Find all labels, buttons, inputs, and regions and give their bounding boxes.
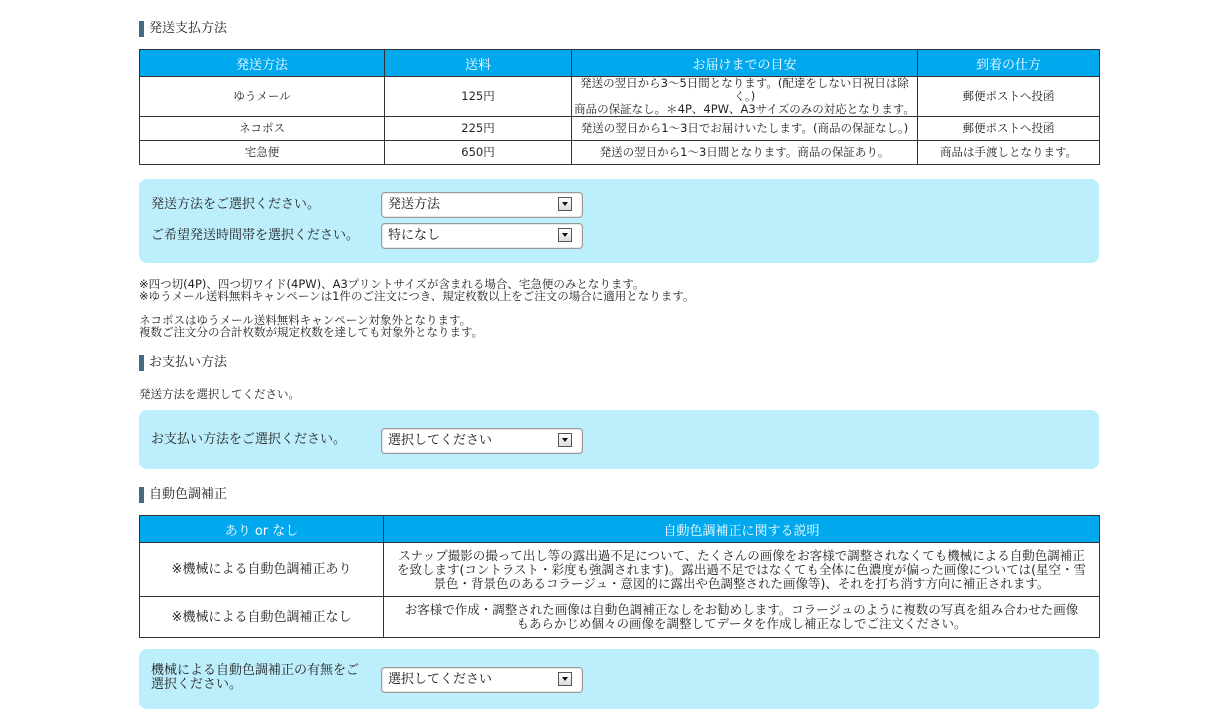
shipping-arrival: 商品は手渡しとなります。 xyxy=(918,141,1100,165)
shipping-form-panel xyxy=(139,179,1099,263)
select-value: 選択してください xyxy=(388,433,493,448)
chevron-down-icon[interactable] xyxy=(558,228,572,242)
section-title-color-correction: 自動色調補正 xyxy=(139,486,227,504)
correction-description xyxy=(384,597,1100,638)
table-row xyxy=(140,117,1100,141)
table-header: お届けまでの目安 xyxy=(572,50,918,77)
shipping-eta: 発送の翌日から1～3日間となります。商品の保証あり。 xyxy=(572,141,918,165)
chevron-down-icon[interactable] xyxy=(558,197,572,211)
table-row xyxy=(140,597,1100,638)
label-line: 機械による自動色調補正の有無をご xyxy=(151,663,360,678)
payment-method-label: お支払い方法をご選択ください。 xyxy=(151,432,347,447)
section-title-shipping: 発送支払方法 xyxy=(139,20,227,38)
shipping-arrival: 郵便ポストへ投函 xyxy=(918,77,1100,117)
payment-method-select[interactable] xyxy=(381,428,583,454)
delivery-time-select[interactable] xyxy=(381,223,583,249)
label-line: 選択ください。 xyxy=(151,677,243,692)
shipping-note: ※ゆうメール送料無料キャンペーンは1件のご注文につき、規定枚数以上をご注文の場合に適用となります。 xyxy=(139,289,695,303)
shipping-fee: 225円 xyxy=(385,117,572,141)
shipping-note: ※四つ切(4P)、四つ切ワイド(4PW)、A3プリントサイズが含まれる場合、宅急便のみとなります。 xyxy=(139,277,645,291)
description-line: スナップ撮影の撮って出し等の露出過不足について、たくさんの画像をお客様で調整されなくても機械による自動色調補正 xyxy=(398,547,1085,563)
correction-description xyxy=(384,543,1100,597)
select-value: 発送方法 xyxy=(388,197,441,212)
description-line: を致します(コントラスト・彩度も強調されます)。露出過不足ではなくても全体に色濃度が偏った画像については(星空・雪 xyxy=(396,561,1086,577)
table-header-row xyxy=(140,516,1100,543)
shipping-method: 宅急便 xyxy=(140,141,385,165)
color-correction-label xyxy=(151,664,376,692)
table-header-row xyxy=(140,50,1100,77)
table-header: 送料 xyxy=(385,50,572,77)
description-line: お客様で作成・調整された画像は自動色調補正なしをお勧めします。コラージュのように複数の写真を組み合わせた画像 xyxy=(404,602,1079,617)
table-row xyxy=(140,141,1100,165)
shipping-table xyxy=(139,49,1100,165)
shipping-fee: 125円 xyxy=(385,77,572,117)
correction-option: ※機械による自動色調補正なし xyxy=(140,597,384,638)
shipping-fee: 650円 xyxy=(385,141,572,165)
table-header: 自動色調補正に関する説明 xyxy=(384,516,1100,543)
payment-instruction: 発送方法を選択してください。 xyxy=(139,387,300,401)
color-correction-form-panel xyxy=(139,649,1099,709)
table-header: あり or なし xyxy=(140,516,384,543)
select-value: 選択してください xyxy=(388,672,493,687)
color-correction-table xyxy=(139,515,1100,638)
shipping-note: 複数ご注文分の合計枚数が規定枚数を達しても対象外となります。 xyxy=(139,325,484,339)
description-line: もあらかじめ個々の画像を調整してデータを作成し補正なしでご注文ください。 xyxy=(516,616,967,631)
shipping-method-select[interactable] xyxy=(381,192,583,218)
section-title-payment: お支払い方法 xyxy=(139,354,227,372)
table-header: 到着の仕方 xyxy=(918,50,1100,77)
correction-option: ※機械による自動色調補正あり xyxy=(140,543,384,597)
shipping-arrival: 郵便ポストへ投函 xyxy=(918,117,1100,141)
shipping-method-label: 発送方法をご選択ください。 xyxy=(151,197,321,212)
shipping-eta xyxy=(572,77,918,117)
color-correction-select[interactable] xyxy=(381,667,583,693)
description-line: 景色・背景色のあるコラージュ・意図的に露出や色調整された画像等)、それを打ち消す方向に補正されます。 xyxy=(433,575,1050,591)
delivery-time-label: ご希望発送時間帯を選択ください。 xyxy=(151,228,360,243)
eta-line: 商品の保証なし。＊4P、4PW、A3サイズのみの対応となります。 xyxy=(574,102,915,116)
payment-form-panel xyxy=(139,410,1099,469)
table-row xyxy=(140,543,1100,597)
shipping-eta: 発送の翌日から1～3日でお届けいたします。(商品の保証なし。) xyxy=(572,117,918,141)
shipping-method: ネコポス xyxy=(140,117,385,141)
shipping-note: ネコポスはゆうメール送料無料キャンペーン対象外となります。 xyxy=(139,313,472,327)
eta-line: 発送の翌日から3～5日間となります。(配達をしない日祝日は除く。) xyxy=(580,76,909,103)
table-row xyxy=(140,77,1100,117)
select-value: 特になし xyxy=(388,228,441,243)
table-header: 発送方法 xyxy=(140,50,385,77)
chevron-down-icon[interactable] xyxy=(558,433,572,447)
chevron-down-icon[interactable] xyxy=(558,672,572,686)
shipping-method: ゆうメール xyxy=(140,77,385,117)
